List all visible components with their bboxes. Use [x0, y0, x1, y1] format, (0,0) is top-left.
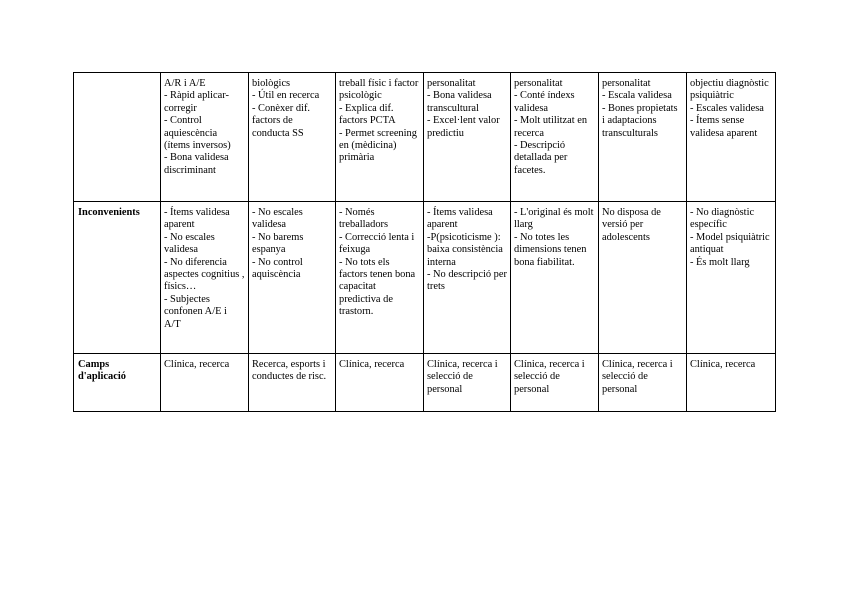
table-cell: Clínica, recerca	[161, 354, 249, 412]
table-cell: - Només treballadors - Correcció lenta i feixuga - No tots els factors tenen bona capacitat predictiva de trastorn.	[336, 202, 424, 354]
table-row-advantages	[74, 73, 776, 202]
row-header-empty	[74, 73, 161, 202]
comparison-table	[73, 72, 776, 412]
table-cell: - L'original és molt llarg - No totes les dimensions tenen bona fiabilitat.	[511, 202, 599, 354]
row-header-camps-aplicacio: Camps d'aplicació	[74, 354, 161, 412]
table-cell: Clínica, recerca i selecció de personal	[424, 354, 511, 412]
table-cell: personalitat - Bona validesa transcultural - Excel·lent valor predictiu	[424, 73, 511, 202]
table-cell: biològics - Útil en recerca - Conèxer dif. factors de conducta SS	[249, 73, 336, 202]
table-row-camps-aplicacio	[74, 354, 776, 412]
table-cell: objectiu diagnòstic psiquiàtric - Escales validesa - Ítems sense validesa aparent	[687, 73, 776, 202]
table-cell: Clínica, recerca	[687, 354, 776, 412]
row-header-inconvenients: Inconvenients	[74, 202, 161, 354]
table-cell: - Ítems validesa aparent - No escales validesa - No diferencia aspectes cognitius , físics… - Subjectes confonen A/E i A/T	[161, 202, 249, 354]
table-cell: - Ítems validesa aparent -P(psicoticisme ): baixa consistència interna - No descripció per trets	[424, 202, 511, 354]
table-cell: A/R i A/E - Ràpid aplicar-corregir - Control aquiescència (ítems inversos) - Bona validesa discriminant	[161, 73, 249, 202]
table-cell: personalitat - Escala validesa - Bones propietats i adaptacions transculturals	[599, 73, 687, 202]
table-cell: Clínica, recerca i selecció de personal	[599, 354, 687, 412]
table-cell: personalitat - Conté índexs validesa - Molt utilitzat en recerca - Descripció detallada per facetes.	[511, 73, 599, 202]
table-cell: Recerca, esports i conductes de risc.	[249, 354, 336, 412]
table-cell: - No diagnòstic específic - Model psiquiàtric antiquat - És molt llarg	[687, 202, 776, 354]
table-cell: treball físic i factor psicològic - Explica dif. factors PCTA - Permet screening en (mèdicina) primària	[336, 73, 424, 202]
table-cell: No disposa de versió per adolescents	[599, 202, 687, 354]
table-row-inconvenients	[74, 202, 776, 354]
table-cell: Clínica, recerca i selecció de personal	[511, 354, 599, 412]
table-cell: Clínica, recerca	[336, 354, 424, 412]
table-cell: - No escales validesa - No barems espanya - No control aquiscència	[249, 202, 336, 354]
